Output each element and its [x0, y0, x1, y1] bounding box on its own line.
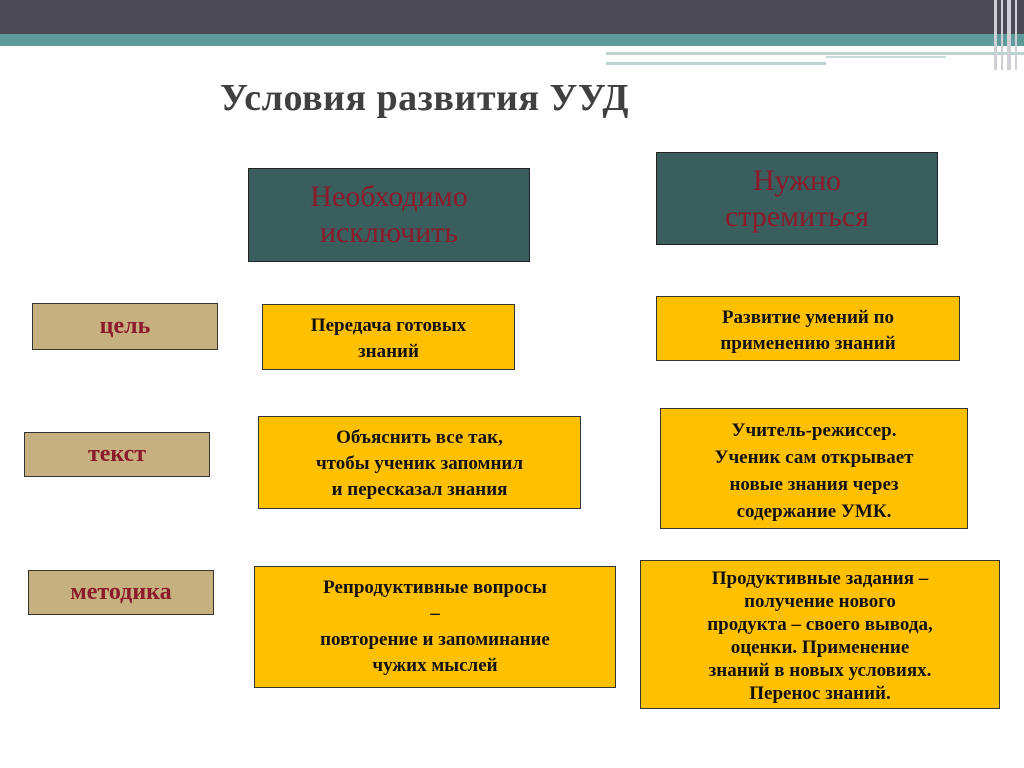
decor-line	[606, 62, 826, 65]
header-exclude-line: исключить	[319, 216, 459, 249]
cell-goal-strive	[656, 296, 960, 361]
cell-line: знаний в новых условиях.	[708, 660, 932, 681]
decor-vertical-stripe	[994, 0, 997, 70]
cell-line: оценки. Применение	[730, 637, 910, 658]
cell-text-exclude	[258, 416, 581, 509]
cell-line: Объяснить все так,	[336, 427, 503, 448]
cell-method-exclude	[254, 566, 616, 688]
cell-line: знаний	[358, 341, 419, 362]
cell-line: Учитель-режиссер.	[731, 420, 897, 441]
cell-line: Развитие умений по	[721, 307, 895, 328]
header-strive-line: Нужно	[752, 163, 842, 197]
slide-title: Условия развития УУД	[220, 77, 630, 119]
decor-line	[606, 52, 1024, 55]
cell-line: продукта – своего вывода,	[707, 614, 933, 635]
cell-line: применению знаний	[720, 333, 896, 354]
cell-line: чтобы ученик запомнил	[315, 453, 524, 474]
decor-vertical-stripe	[1015, 0, 1017, 70]
cell-line: Ученик сам открывает	[714, 447, 914, 468]
cell-line: содержание УМК.	[736, 501, 892, 522]
header-exclude	[248, 168, 530, 262]
cell-line: Перенос знаний.	[749, 683, 891, 704]
cell-text-strive	[660, 408, 968, 529]
teal-accent-stripe	[0, 34, 1024, 46]
top-header-band	[0, 0, 1024, 34]
decor-vertical-stripe	[1007, 0, 1011, 70]
row-label-method: методика	[28, 570, 214, 615]
cell-line: повторение и запоминание	[320, 629, 550, 650]
cell-line: –	[430, 603, 440, 624]
decor-vertical-stripe	[1001, 0, 1003, 70]
cell-line: и пересказал знания	[331, 479, 508, 500]
cell-method-strive	[640, 560, 1000, 709]
header-strive-line: стремиться	[724, 199, 870, 233]
decor-line	[826, 56, 946, 58]
row-label-goal: цель	[32, 303, 218, 350]
row-label-text: текст	[24, 432, 210, 477]
cell-line: Продуктивные задания –	[711, 568, 929, 589]
header-strive	[656, 152, 938, 245]
cell-goal-exclude	[262, 304, 515, 370]
cell-line: чужих мыслей	[372, 655, 498, 676]
cell-line: новые знания через	[729, 474, 899, 495]
header-exclude-line: Необходимо	[310, 180, 468, 213]
cell-line: Передача готовых	[310, 315, 467, 336]
cell-line: получение нового	[744, 591, 896, 612]
cell-line: Репродуктивные вопросы	[323, 577, 547, 598]
